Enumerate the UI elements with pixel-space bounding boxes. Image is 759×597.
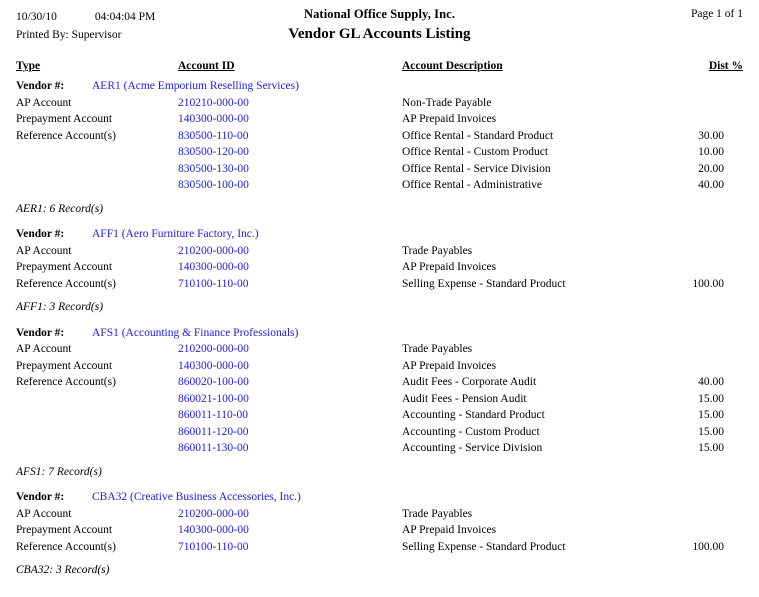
row-account-id[interactable]: 710100-110-00 — [178, 540, 249, 553]
row-type: Reference Account(s) — [16, 376, 116, 388]
print-date: 10/30/10 — [16, 11, 57, 23]
row-account-id[interactable]: 830500-100-00 — [178, 179, 249, 191]
row-type: AP Account — [16, 507, 72, 520]
vendor-summary — [0, 466, 759, 483]
vendor-record-count: AER1: 6 Record(s) — [16, 202, 104, 215]
table-row — [0, 360, 759, 377]
vendor-block — [0, 228, 759, 318]
row-account-id[interactable]: 210210-000-00 — [178, 96, 249, 109]
page-title: Vendor GL Accounts Listing — [288, 26, 471, 42]
row-account-id[interactable]: 140300-000-00 — [178, 113, 249, 125]
vendor-header-row — [0, 228, 759, 245]
row-account-id[interactable]: 830500-110-00 — [178, 129, 249, 142]
vendor-header-row — [0, 491, 759, 508]
row-account-id[interactable]: 210200-000-00 — [178, 244, 249, 257]
vendor-name-link[interactable]: AFS1 (Accounting & Finance Professionals) — [92, 326, 299, 339]
row-description: Selling Expense - Standard Product — [402, 277, 566, 290]
table-row — [0, 163, 759, 180]
row-dist-percent: 20.00 — [698, 162, 724, 175]
row-account-id[interactable]: 140300-000-00 — [178, 261, 249, 273]
row-dist-percent: 15.00 — [698, 442, 724, 454]
vendor-name-link[interactable]: CBA32 (Creative Business Accessories, Inc.) — [92, 491, 301, 503]
company-name: National Office Supply, Inc. — [303, 7, 456, 21]
row-type: AP Account — [16, 96, 72, 109]
row-account-id[interactable]: 860021-100-00 — [178, 392, 249, 405]
row-type: Prepayment Account — [16, 261, 113, 273]
vendor-summary — [0, 203, 759, 220]
row-description: Accounting - Standard Product — [402, 409, 545, 421]
page-number: Page 1 of 1 — [690, 8, 743, 20]
column-headers — [0, 60, 759, 78]
table-row — [0, 442, 759, 459]
row-account-id[interactable]: 830500-130-00 — [178, 162, 249, 175]
row-account-id[interactable]: 140300-000-00 — [178, 524, 249, 536]
row-dist-percent: 40.00 — [698, 376, 724, 388]
vendor-label: Vendor #: — [16, 80, 65, 92]
vendor-name-link[interactable]: AER1 (Acme Emporium Reselling Services) — [92, 80, 299, 92]
column-header-type: Type — [16, 60, 41, 72]
table-row — [0, 508, 759, 525]
row-description: Accounting - Custom Product — [402, 425, 540, 438]
row-type: Prepayment Account — [16, 359, 113, 372]
row-type: AP Account — [16, 244, 72, 257]
table-row — [0, 393, 759, 410]
row-account-id[interactable]: 140300-000-00 — [178, 359, 249, 372]
table-row — [0, 409, 759, 426]
header-center — [0, 7, 759, 43]
row-description: Office Rental - Administrative — [402, 179, 542, 191]
column-header-description: Account Description — [402, 60, 503, 72]
row-description: Audit Fees - Corporate Audit — [402, 376, 537, 388]
row-description: Office Rental - Custom Product — [402, 146, 549, 158]
row-description: Audit Fees - Pension Audit — [402, 392, 527, 405]
row-type: Prepayment Account — [16, 113, 113, 125]
row-description: Non-Trade Payable — [402, 96, 492, 109]
table-row — [0, 426, 759, 443]
row-dist-percent: 15.00 — [698, 392, 724, 405]
table-row — [0, 343, 759, 360]
vendor-record-count: AFF1: 3 Record(s) — [16, 301, 104, 313]
table-row — [0, 179, 759, 196]
vendor-header-row — [0, 80, 759, 97]
row-account-id[interactable]: 210200-000-00 — [178, 507, 249, 520]
row-description: Trade Payables — [402, 507, 473, 520]
table-row — [0, 541, 759, 558]
vendor-block — [0, 327, 759, 483]
print-time: 04:04:04 PM — [94, 11, 156, 23]
row-description: AP Prepaid Invoices — [402, 261, 497, 273]
row-dist-percent: 30.00 — [698, 129, 724, 142]
row-type: AP Account — [16, 343, 72, 355]
row-dist-percent: 40.00 — [698, 179, 724, 191]
row-description: AP Prepaid Invoices — [402, 113, 497, 125]
vendor-summary — [0, 301, 759, 318]
column-header-account-id: Account ID — [178, 60, 235, 72]
row-description: Office Rental - Standard Product — [402, 129, 554, 142]
vendor-record-count: CBA32: 3 Record(s) — [16, 564, 110, 576]
table-row — [0, 278, 759, 295]
row-description: Office Rental - Service Division — [402, 162, 551, 175]
column-header-dist: Dist % — [708, 60, 743, 72]
printed-by: Printed By: Supervisor — [16, 29, 122, 41]
vendor-block — [0, 80, 759, 219]
table-row — [0, 146, 759, 163]
row-type: Prepayment Account — [16, 524, 113, 536]
row-account-id[interactable]: 210200-000-00 — [178, 343, 249, 355]
vendor-label: Vendor #: — [16, 228, 65, 240]
vendor-label: Vendor #: — [16, 491, 65, 503]
row-dist-percent: 100.00 — [692, 540, 724, 553]
row-type: Reference Account(s) — [16, 277, 116, 290]
row-account-id[interactable]: 830500-120-00 — [178, 146, 249, 158]
row-description: AP Prepaid Invoices — [402, 359, 497, 372]
row-type: Reference Account(s) — [16, 129, 116, 142]
table-row — [0, 376, 759, 393]
vendor-summary — [0, 564, 759, 581]
row-account-id[interactable]: 710100-110-00 — [178, 277, 249, 290]
table-row — [0, 524, 759, 541]
row-dist-percent: 15.00 — [698, 425, 724, 438]
row-description: Accounting - Service Division — [402, 442, 543, 454]
row-type: Reference Account(s) — [16, 540, 116, 553]
report-body — [0, 80, 759, 581]
row-description: Trade Payables — [402, 343, 473, 355]
table-row — [0, 245, 759, 262]
report-header — [0, 0, 759, 46]
vendor-header-row — [0, 327, 759, 344]
row-dist-percent: 15.00 — [698, 409, 724, 421]
row-account-id[interactable]: 860011-110-00 — [178, 409, 249, 421]
vendor-label: Vendor #: — [16, 326, 65, 339]
table-row — [0, 97, 759, 114]
row-description: Selling Expense - Standard Product — [402, 540, 566, 553]
row-dist-percent: 10.00 — [698, 146, 724, 158]
row-description: AP Prepaid Invoices — [402, 524, 497, 536]
row-dist-percent: 100.00 — [692, 277, 724, 290]
vendor-name-link[interactable]: AFF1 (Aero Furniture Factory, Inc.) — [92, 228, 259, 240]
table-row — [0, 261, 759, 278]
row-account-id[interactable]: 860011-120-00 — [178, 425, 249, 438]
row-account-id[interactable]: 860011-130-00 — [178, 442, 249, 454]
row-description: Trade Payables — [402, 244, 473, 257]
vendor-block — [0, 491, 759, 581]
vendor-record-count: AFS1: 7 Record(s) — [16, 465, 102, 478]
table-row — [0, 130, 759, 147]
table-row — [0, 113, 759, 130]
row-account-id[interactable]: 860020-100-00 — [178, 376, 249, 388]
